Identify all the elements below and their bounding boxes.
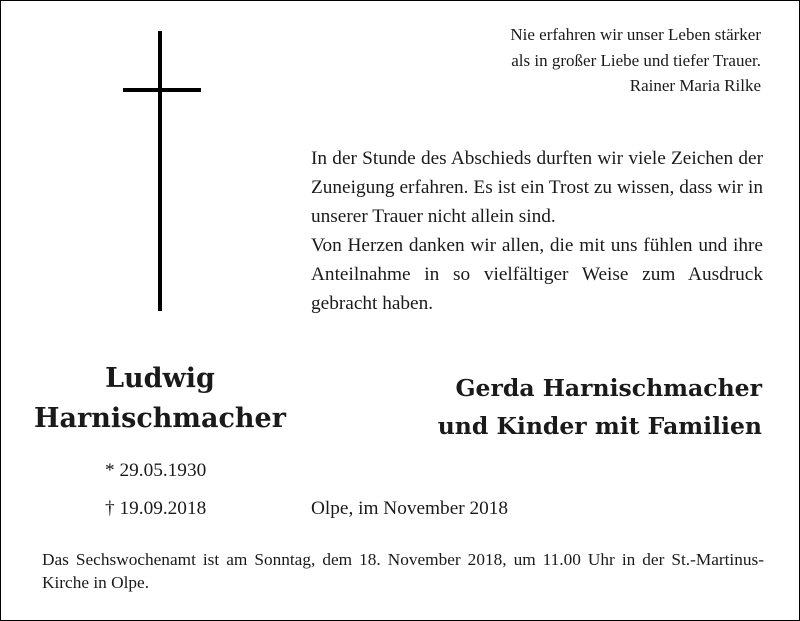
cross-vertical-bar	[158, 31, 162, 311]
place-date: Olpe, im November 2018	[311, 498, 509, 519]
cross-icon	[123, 31, 201, 311]
family-signature	[438, 369, 762, 445]
cross-horizontal-bar	[123, 88, 201, 92]
deceased-name	[21, 359, 299, 439]
family-line: Gerda Harnischmacher	[455, 374, 762, 402]
thanks-paragraph-2: Von Herzen danken wir allen, die mit uns fühlen und ihre Anteilnahme in so vielfältiger Weise zum Ausdruck gebracht haben.	[311, 235, 763, 314]
deceased-first-name: Ludwig	[105, 363, 215, 394]
thanks-text	[311, 144, 763, 318]
service-notice: Das Sechswochenamt ist am Sonntag, dem 18. November 2018, um 11.00 Uhr in der St.-Martinus-Kirche in Olpe.	[42, 550, 764, 592]
death-date: † 19.09.2018	[105, 498, 207, 519]
deceased-last-name: Harnischmacher	[34, 403, 286, 434]
rilke-quote	[510, 22, 761, 99]
quote-line: als in großer Liebe und tiefer Trauer.	[511, 50, 761, 70]
birth-date: * 29.05.1930	[105, 460, 207, 481]
family-line: und Kinder mit Familien	[437, 412, 762, 440]
quote-line: Nie erfahren wir unser Leben stärker	[510, 25, 761, 44]
thanks-paragraph-1: In der Stunde des Abschieds durften wir viele Zeichen der Zuneigung erfahren. Es ist ein Trost zu wissen, dass wir in unserer Trauer nicht allein sind.	[311, 148, 763, 227]
quote-author: Rainer Maria Rilke	[629, 76, 761, 95]
